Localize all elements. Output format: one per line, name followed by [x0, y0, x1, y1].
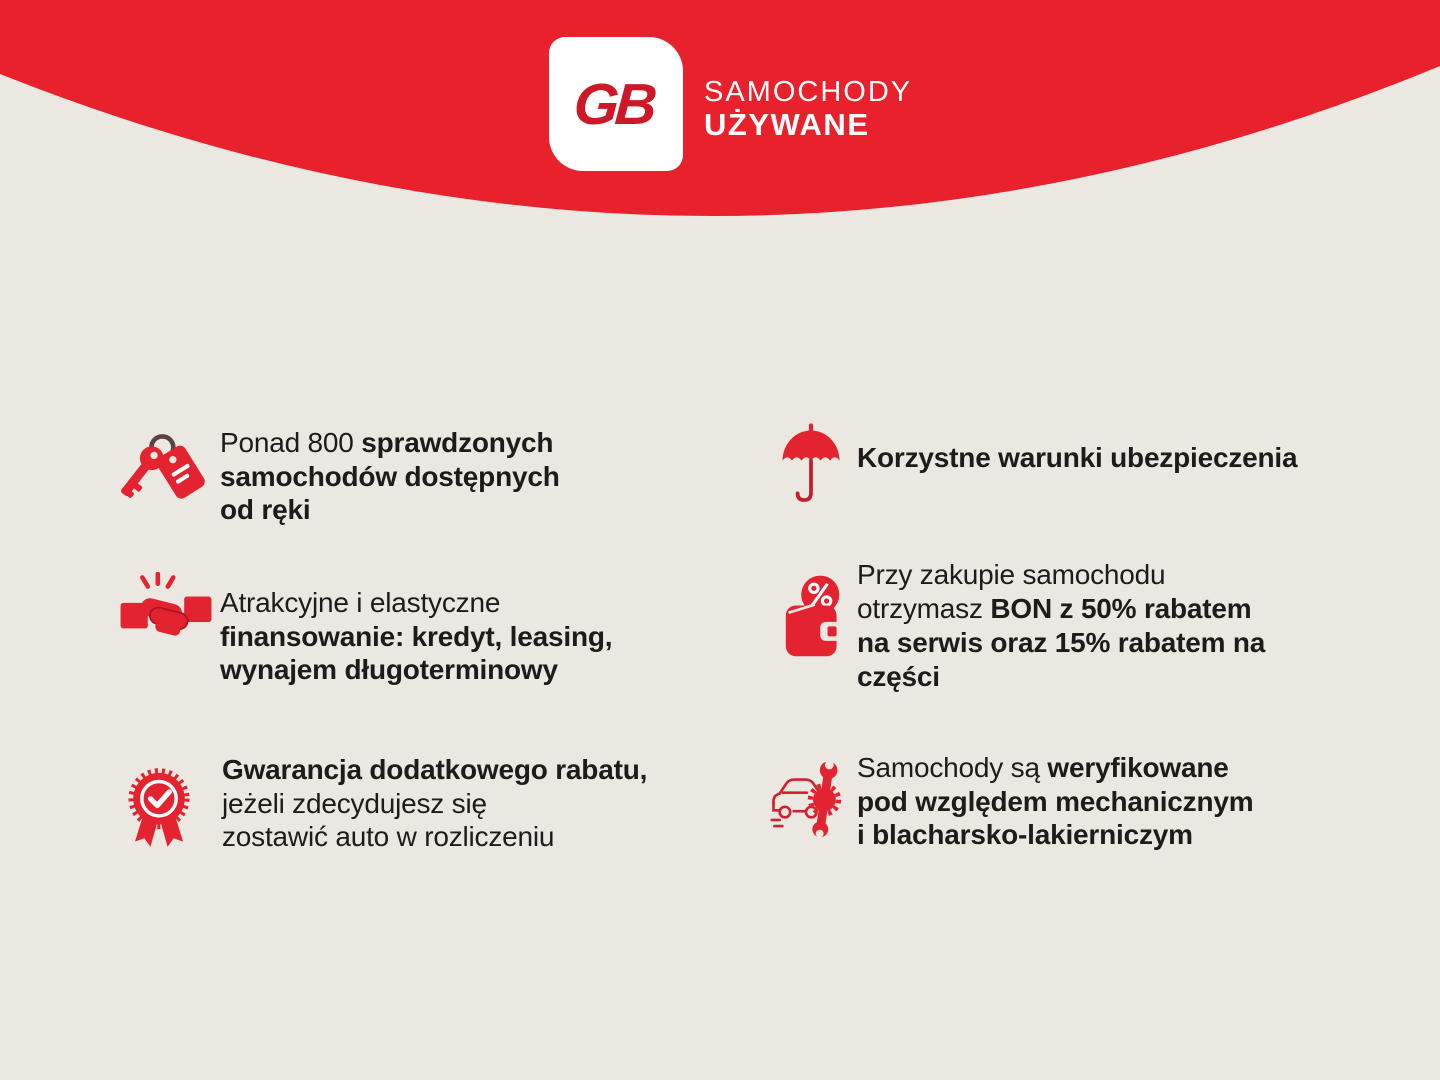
car-service-icon	[770, 754, 842, 842]
guarantee-badge-icon	[126, 766, 192, 852]
feature-guarantee	[126, 752, 706, 872]
feature-verification	[770, 750, 1390, 870]
wallet-percent-icon	[784, 574, 842, 666]
brand-wordmark-line2: UŻYWANE	[704, 107, 870, 142]
feature-available-cars	[120, 424, 680, 544]
feature-text: Ponad 800 sprawdzonych samochodów dostępnych od ręki	[220, 427, 560, 525]
feature-text: Korzystne warunki ubezpieczenia	[857, 442, 1298, 473]
feature-text: Gwarancja dodatkowego rabatu, jeżeli zdecydujesz się zostawić auto w rozliczeniu	[222, 754, 648, 852]
feature-financing	[118, 568, 678, 688]
umbrella-icon	[780, 422, 842, 506]
feature-text: Atrakcyjne i elastyczne finansowanie: kredyt, leasing, wynajem długoterminowy	[220, 587, 613, 685]
feature-text: Samochody są weryfikowane pod względem mechanicznym i blacharsko-lakierniczym	[857, 752, 1254, 850]
brand-logo	[549, 37, 683, 171]
feature-text: Przy zakupie samochodu otrzymasz BON z 50% rabatem na serwis oraz 15% rabatem na części	[857, 559, 1266, 692]
feature-service-bonus	[782, 556, 1402, 706]
gb-monogram: GB	[571, 71, 655, 137]
handshake-icon	[120, 572, 212, 652]
brand-wordmark-line1: SAMOCHODY	[704, 76, 913, 108]
feature-insurance	[780, 420, 1380, 520]
car-keys-icon	[120, 430, 212, 516]
